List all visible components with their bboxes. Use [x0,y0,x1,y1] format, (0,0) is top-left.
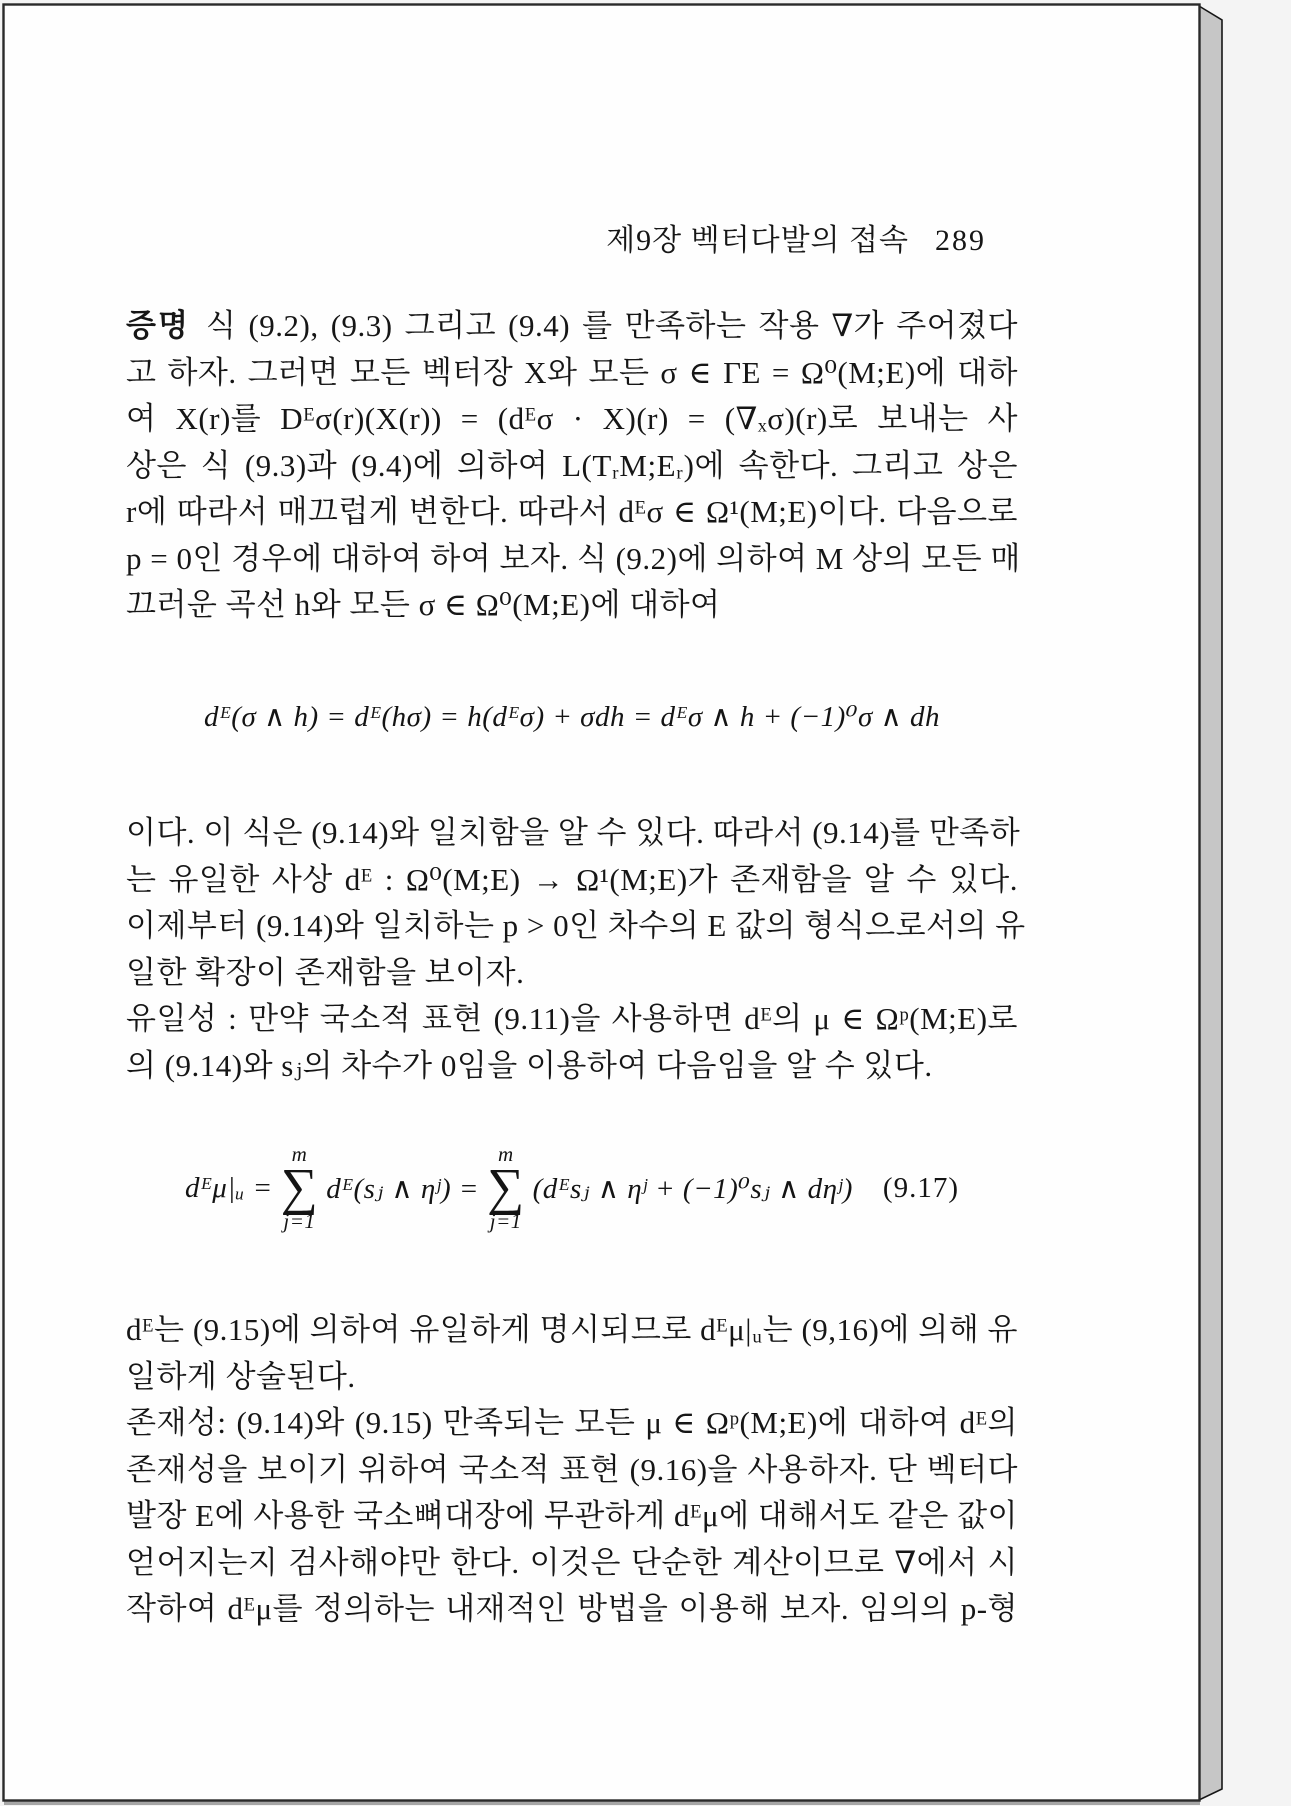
sigma-glyph: ∑ [486,1158,525,1216]
text-line: 얻어지는지 검사해야만 한다. 이것은 단순한 계산이므로 ∇에서 시 [126,1544,1018,1580]
text-line: 이제부터 (9.14)와 일치하는 p > 0인 차수의 E 값의 형식으로서의 유 [126,908,1026,943]
text-line: dᴱ는 (9.15)에 의하여 유일하게 명시되므로 dᴱμ|ᵤ는 (9,16)에 의해 유 [126,1312,1018,1347]
sum-lower-limit: j=1 [489,1209,522,1234]
eq917-lhs: dᴱμ|ᵤ = [185,1171,273,1204]
display-equation-917 [126,1136,1018,1240]
text-line: 존재성을 보이기 위하여 국소적 표현 (9.16)을 사용하자. 단 벡터다 [126,1451,1018,1487]
text-line: 의 (9.14)와 sⱼ의 차수가 0임을 이용하여 다음임을 알 수 있다. [126,1047,933,1083]
paragraph-uniqueness [126,810,1026,1089]
paragraph-proof [126,303,1021,629]
text-line: 상은 식 (9.3)과 (9.4)에 의하여 L(TᵣM;Eᵣ)에 속한다. 그리고 상은 [126,447,1018,483]
text-line: 일하게 상술된다. [126,1358,356,1394]
sum-upper-limit: m [497,1141,514,1166]
page-number: 289 [935,224,986,257]
sigma-glyph: ∑ [280,1158,319,1216]
running-head [128,222,986,260]
eq917-rhs: (dᴱsⱼ ∧ ηʲ + (−1)⁰sⱼ ∧ dηʲ) [532,1172,853,1205]
chapter-title: 제9장 벡터다발의 접속 [606,224,909,257]
text-line [126,303,1018,350]
text-line: 고 하자. 그러면 모든 벡터장 X와 모든 σ ∈ ΓE = Ω⁰(M;E)에 대하 [126,354,1018,390]
text-line: 일한 확장이 존재함을 보이자. [126,954,525,990]
proof-label: 증명 [126,308,190,343]
summation-symbol [281,1143,319,1233]
text-line: 존재성: (9.14)와 (9.15) 만족되는 모든 μ ∈ Ωᵖ(M;E)에 대하여 dᴱ의 [126,1405,1018,1440]
sum-lower-limit: j=1 [283,1209,316,1234]
text-line: 작하여 dᴱμ를 정의하는 내재적인 방법을 이용해 보자. 임의의 p-형 [126,1591,1018,1626]
text-line: 여 X(r)를 Dᴱσ(r)(X(r)) = (dᴱσ · X)(r) = (∇ₓσ)(r)로 보내는 사 [126,401,1018,436]
eq917-middle: dᴱ(sⱼ ∧ ηʲ) = [326,1172,479,1205]
display-equation-leibniz: dᴱ(σ ∧ h) = dᴱ(hσ) = h(dᴱσ) + σdh = dᴱσ ∧ h + (−1)⁰σ ∧ dh [204,701,940,733]
summation-symbol [487,1143,525,1233]
text-span: 식 (9.2), (9.3) 그리고 (9.4) 를 만족하는 작용 ∇가 주어졌다 [205,308,1018,343]
text-line: 이다. 이 식은 (9.14)와 일치함을 알 수 있다. 따라서 (9.14)를 만족하 [126,815,1021,850]
text-line: r에 따라서 매끄럽게 변한다. 따라서 dᴱσ ∈ Ω¹(M;E)이다. 다음으로 [126,494,1018,529]
text-line: 유일성 : 만약 국소적 표현 (9.11)을 사용하면 dᴱ의 μ ∈ Ωᵖ(M;E)로 [126,1001,1018,1036]
sum-upper-limit: m [291,1141,308,1166]
paragraph-existence [126,1307,1018,1633]
text-line: 는 유일한 사상 dᴱ : Ω⁰(M;E) → Ω¹(M;E)가 존재함을 알 수 있다. [126,861,1018,897]
text-line: 끄러운 곡선 h와 모든 σ ∈ Ω⁰(M;E)에 대하여 [126,587,721,622]
text-line: 발장 E에 사용한 국소뼈대장에 무관하게 dᴱμ에 대해서도 같은 값이 [126,1498,1018,1533]
text-line: p = 0인 경우에 대하여 하여 보자. 식 (9.2)에 의하여 M 상의 모든 매 [126,540,1021,576]
equation-number: (9.17) [882,1171,959,1204]
